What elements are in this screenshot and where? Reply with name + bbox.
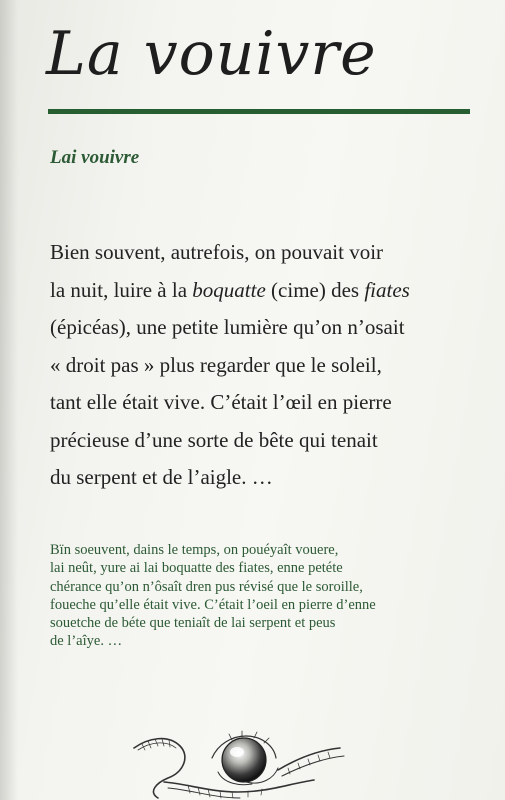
main-text-segment: du serpent et de l’aigle. … bbox=[50, 465, 273, 489]
patois-text-line: souetche de béte que teniaît de lai serpent et peus bbox=[50, 615, 336, 632]
patois-text-line: de l’aîye. … bbox=[50, 633, 123, 650]
main-text-segment: tant elle était vive. C’était l’œil en pierre bbox=[50, 390, 392, 414]
main-text-line bbox=[50, 422, 410, 460]
title-divider bbox=[48, 109, 470, 114]
main-text-line bbox=[50, 384, 410, 422]
main-text-line bbox=[50, 234, 410, 272]
gem-eye-icon bbox=[222, 738, 266, 782]
panel-edge-shadow bbox=[0, 0, 18, 800]
main-text-line bbox=[50, 272, 410, 310]
serpent-eye-illustration bbox=[128, 688, 348, 800]
main-text-line bbox=[50, 309, 410, 347]
panel-subtitle: Lai vouivre bbox=[50, 147, 140, 168]
patois-text-line: Bïn soeuvent, dains le temps, on pouéyaît vouere, bbox=[50, 542, 339, 558]
main-text-segment: la nuit, luire à la bbox=[50, 277, 193, 302]
main-text-segment: précieuse d’une sorte de bête qui tenait bbox=[50, 427, 378, 452]
patois-text bbox=[50, 541, 376, 651]
main-text-line bbox=[50, 459, 410, 497]
panel-title: La vouivre bbox=[46, 19, 377, 89]
patois-text-line: foueche qu’elle était vive. C’était l’oeil en pierre d’enne bbox=[50, 596, 376, 613]
main-text-segment: Bien souvent, autrefois, on pouvait voir bbox=[50, 240, 384, 264]
main-text-italic-term: boquatte bbox=[192, 277, 266, 302]
patois-text-line: chérance qu’on n’ôsaît dren pus révisé que le soroille, bbox=[50, 578, 363, 595]
main-text-segment: « droit pas » plus regarder que le soleil, bbox=[50, 352, 382, 377]
main-text bbox=[50, 234, 410, 497]
main-text-segment: (cime) des bbox=[265, 277, 365, 302]
main-text-italic-term: fiates bbox=[364, 277, 410, 302]
main-text-line bbox=[50, 347, 410, 385]
patois-text-line: lai neût, yure ai lai boquatte des fiates, enne petéte bbox=[50, 560, 343, 577]
main-text-segment: (épicéas), une petite lumière qu’on n’osait bbox=[50, 315, 405, 339]
